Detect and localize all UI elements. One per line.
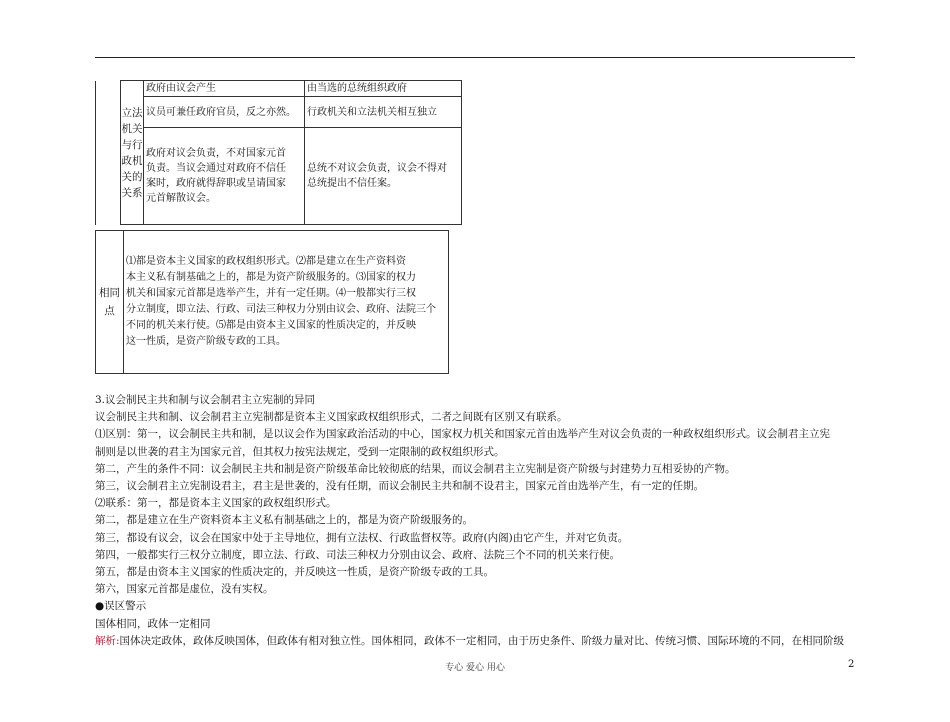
similarities-table (95, 230, 449, 374)
label-line: 点 (104, 305, 115, 317)
table-cell: 由当选的总统组织政府 (305, 81, 462, 97)
body-line: 第二，产生的条件不同：议会制民主共和制是资产阶级革命比较彻底的结果，而议会制君主立宪制是资产阶级与封建势力互相妥协的产物。 (95, 462, 736, 475)
label-line: 与行 (121, 138, 143, 151)
document-body (95, 392, 857, 650)
body-line: 制则是以世袭的君主为国家元首，但其权力按宪法规定，受到一定限制的政权组织形式。 (95, 445, 505, 458)
label-line: 关系 (121, 186, 143, 199)
table-blank-column (96, 81, 121, 225)
cell-line: 案时，政府就得辞职或呈请国家 (146, 178, 286, 189)
table-cell: 政府由议会产生 (144, 81, 305, 97)
body-line: 第六，国家元首都是虚位，没有实权。 (95, 583, 274, 596)
analysis-label: 解析: (95, 634, 120, 647)
warning-title: ●误区警示 (95, 600, 147, 613)
section-heading: 3.议会制民主共和制与议会制君主立宪制的异同 (95, 394, 316, 406)
body-line: 议会制民主共和制、议会制君主立宪制都是资本主义国家政权组织形式，二者之间既有区别又有联系。 (95, 411, 568, 424)
cell-line: 分立制度，即立法、行政、司法三种权力分别由议会、政府、法院三个 (126, 304, 436, 315)
row-label-relation (121, 81, 144, 225)
label-line: 关的 (121, 170, 143, 183)
label-line: 政机 (121, 154, 143, 167)
table-cell (144, 128, 305, 225)
header-rule (95, 57, 855, 58)
body-line: 第三，都设有议会，议会在国家中处于主导地位，拥有立法权、行政监督权等。政府(内阁)由它产生，并对它负责。 (95, 531, 629, 544)
warning-line: 国体相同，政体一定相同 (95, 617, 211, 630)
body-line: 第五，都是由资本主义国家的性质决定的，并反映这一性质，是资产阶级专政的工具。 (95, 566, 494, 579)
cell-line: 政府对议会负责，不对国家元首 (146, 148, 286, 159)
body-line: ⑵联系：第一，都是资本主义国家的政权组织形式。 (95, 497, 337, 510)
similarities-content (124, 231, 449, 374)
comparison-table (95, 80, 462, 225)
body-line: ⑴区别：第一，议会制民主共和制，是以议会作为国家政治活动的中心，国家权力机关和国家元首由选举产生对议会负责的一种政权组织形式。议会制君主立宪 (95, 428, 830, 441)
label-line: 立法 (121, 106, 143, 119)
footer-motto: 专心 爱心 用心 (445, 663, 505, 673)
cell-line: 这一性质，是资产阶级专政的工具。 (126, 336, 286, 347)
analysis-text: 国体决定政体，政体反映国体，但政体有相对独立性。国体相同，政体不一定相同，由于历史条件、阶级力量对比、传统习惯、国际环境的不同，在相同阶级 (119, 634, 845, 647)
cell-line: 元首解散议会。 (146, 193, 216, 204)
body-line: 第四，一般都实行三权分立制度，即立法、行政、司法三种权力分别由议会、政府、法院三个不同的机关来行使。 (95, 548, 620, 561)
table-cell: 议员可兼任政府官员，反之亦然。 (144, 97, 305, 128)
body-line: 第三，议会制君主立宪制设君主，君主是世袭的，没有任期，而议会制民主共和制不设君主，国家元首由选举产生，有一定的任期。 (95, 480, 704, 493)
label-line: 机关 (121, 122, 143, 135)
cell-line: 总统提出不信任案。 (307, 178, 397, 189)
page-number: 2 (848, 659, 855, 670)
analysis-line (95, 633, 857, 650)
row-label-similarities (96, 231, 124, 374)
label-line: 相同 (99, 287, 120, 299)
cell-line: 负责。当议会通过对政府不信任 (146, 163, 286, 174)
body-line: 第二，都是建立在生产资料资本主义私有制基础之上的，都是为资产阶级服务的。 (95, 514, 473, 527)
table-cell (305, 128, 462, 225)
cell-line: 机关和国家元首都是选举产生，并有一定任期。⑷一般都实行三权 (126, 288, 416, 299)
table-cell: 行政机关和立法机关相互独立 (305, 97, 462, 128)
cell-line: 本主义私有制基础之上的，都是为资产阶级服务的。⑶国家的权力 (126, 272, 416, 283)
cell-line: 总统不对议会负责，议会不得对 (307, 163, 447, 174)
cell-line: 不同的机关来行使。⑸都是由资本主义国家的性质决定的，并反映 (126, 320, 416, 331)
cell-line: ⑴都是资本主义国家的政权组织形式。⑵都是建立在生产资料资 (126, 256, 406, 267)
